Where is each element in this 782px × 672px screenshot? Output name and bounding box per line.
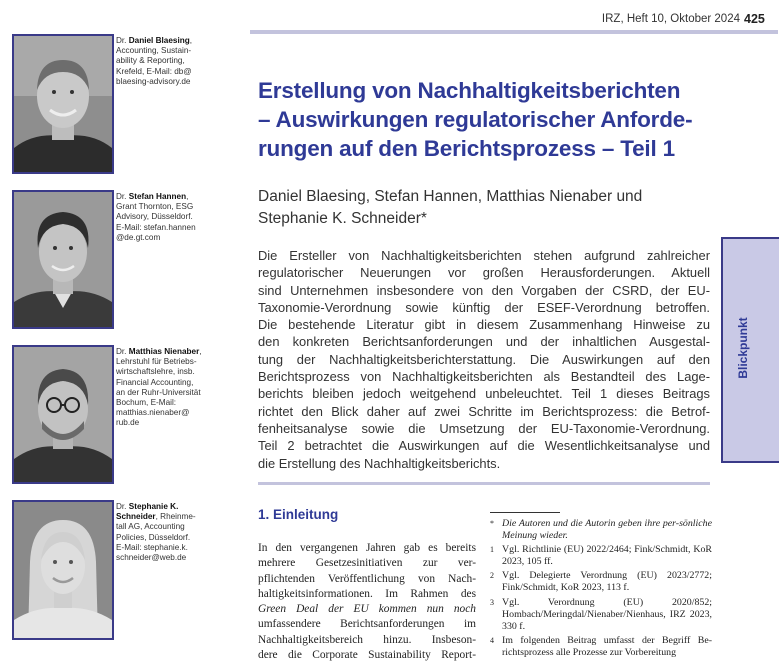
article-authors: Daniel Blaesing, Stefan Hannen, Matthias Nienaber und Stephanie K. Schneider*: [258, 188, 643, 227]
author-bio-hannen: Dr. Stefan Hannen, Grant Thornton, ESG Advisory, Düsseldorf. E-Mail: stefan.hannen @de.gt.com: [116, 192, 196, 242]
footnote: 3 Vgl. Verordnung (EU) 2020/852; Hombach/Meringdal/Nienaber/Nienhaus, IRZ 2023, 330 f.: [490, 596, 712, 632]
section-tab-label: Blickpunkt: [736, 317, 750, 379]
journal-issue: IRZ, Heft 10, Oktober 2024: [601, 13, 740, 25]
author-photo-nienaber: [12, 345, 114, 484]
article-abstract: Die Ersteller von Nachhaltigkeitsberichten stehen aufgrund zahlreicher regulatorischer Neuerungen vor großen Herausforderungen. Aktuell sind Unternehmen insbesondere von den Vorgaben der CSRD, der EU- Taxonomie-Verordnung sowie künftig der ESEF-Verordnung betroffen. Die bestehende Literatur gibt in diesem Zusammenhang Hinweise zu den konkreten Berichtsanforderungen und der inhaltlichen Ausgestal- tung der Nachhaltigkeitsberichterstattung. Die Auswirkungen auf den Berichtsprozess von Nachhaltigkeitsberichten als Bestandteil des Lage- berichts bleiben jedoch weitgehend unbeleuchtet. Teil 1 dieses Beitrags richtet den Blick daher auf zwei Schritte im Berichtsprozess: die Betrof- fenheitsanalyse sowie die Umsetzung der EU-Taxonomie-Verordnung. Teil 2 betrachtet die Auswirkungen auf die Wesentlichkeitsanalyse und die Erstellung des Nachhaltigkeitsberichts.: [258, 248, 710, 471]
author-photo-schneider: [12, 500, 114, 640]
author-photo-blaesing: [12, 34, 114, 174]
footnotes: [490, 518, 712, 661]
article-title: Erstellung von Nachhaltigkeitsberichten – Auswirkungen regulatorischer Anforde- rungen auf den Berichtsprozess – Teil 1: [258, 78, 693, 161]
author-photo-hannen: [12, 190, 114, 329]
section-tab: [721, 237, 779, 463]
abstract-rule: [258, 482, 710, 485]
footnote: 4 Im folgenden Beitrag umfasst der Begriff Be-richtsprozess alle Prozesse zur Vorbereitung: [490, 634, 712, 658]
footnote: 2 Vgl. Delegierte Verordnung (EU) 2023/2772; Fink/Schmidt, KoR 2023, 113 f.: [490, 570, 712, 594]
footnote: 1 Vgl. Richtlinie (EU) 2022/2464; Fink/Schmidt, KoR 2023, 105 ff.: [490, 544, 712, 568]
header-rule: [250, 30, 778, 34]
footnote: * Die Autoren und die Autorin geben ihre per-sönliche Meinung wieder.: [490, 518, 712, 542]
page-number: 425: [744, 12, 765, 26]
body-column: In den vergangenen Jahren gab es bereits mehrere Gesetzesinitiativen zur ver- pflichtenden Veröffentlichung von Nach- haltigkeitsinformationen. Im Rahmen des Green Deal der EU kommen nun noch umfassendere Berichtsanforderungen im Nachhaltigkeitsbereich hinzu. Insbeson- dere die Corporate Sustainability Report-: [258, 542, 476, 662]
footnote-rule: [490, 512, 560, 513]
section-heading: 1. Einleitung: [258, 507, 339, 522]
author-bio-schneider: Dr. Stephanie K. Schneider, Rheinme- tall AG, Accounting Policies, Düsseldorf. E-Mail: stephanie.k. schneider@web.de: [116, 502, 196, 563]
author-bio-blaesing: Dr. Daniel Blaesing, Accounting, Sustain- ability & Reporting, Krefeld, E-Mail: db@ blaesing-advisory.de: [116, 36, 193, 86]
author-bio-nienaber: Dr. Matthias Nienaber, Lehrstuhl für Betriebs- wirtschaftslehre, insb. Financial Accounting, an der Ruhr-Universität Bochum, E-Mail: matthias.nienaber@ rub.de: [116, 347, 202, 428]
